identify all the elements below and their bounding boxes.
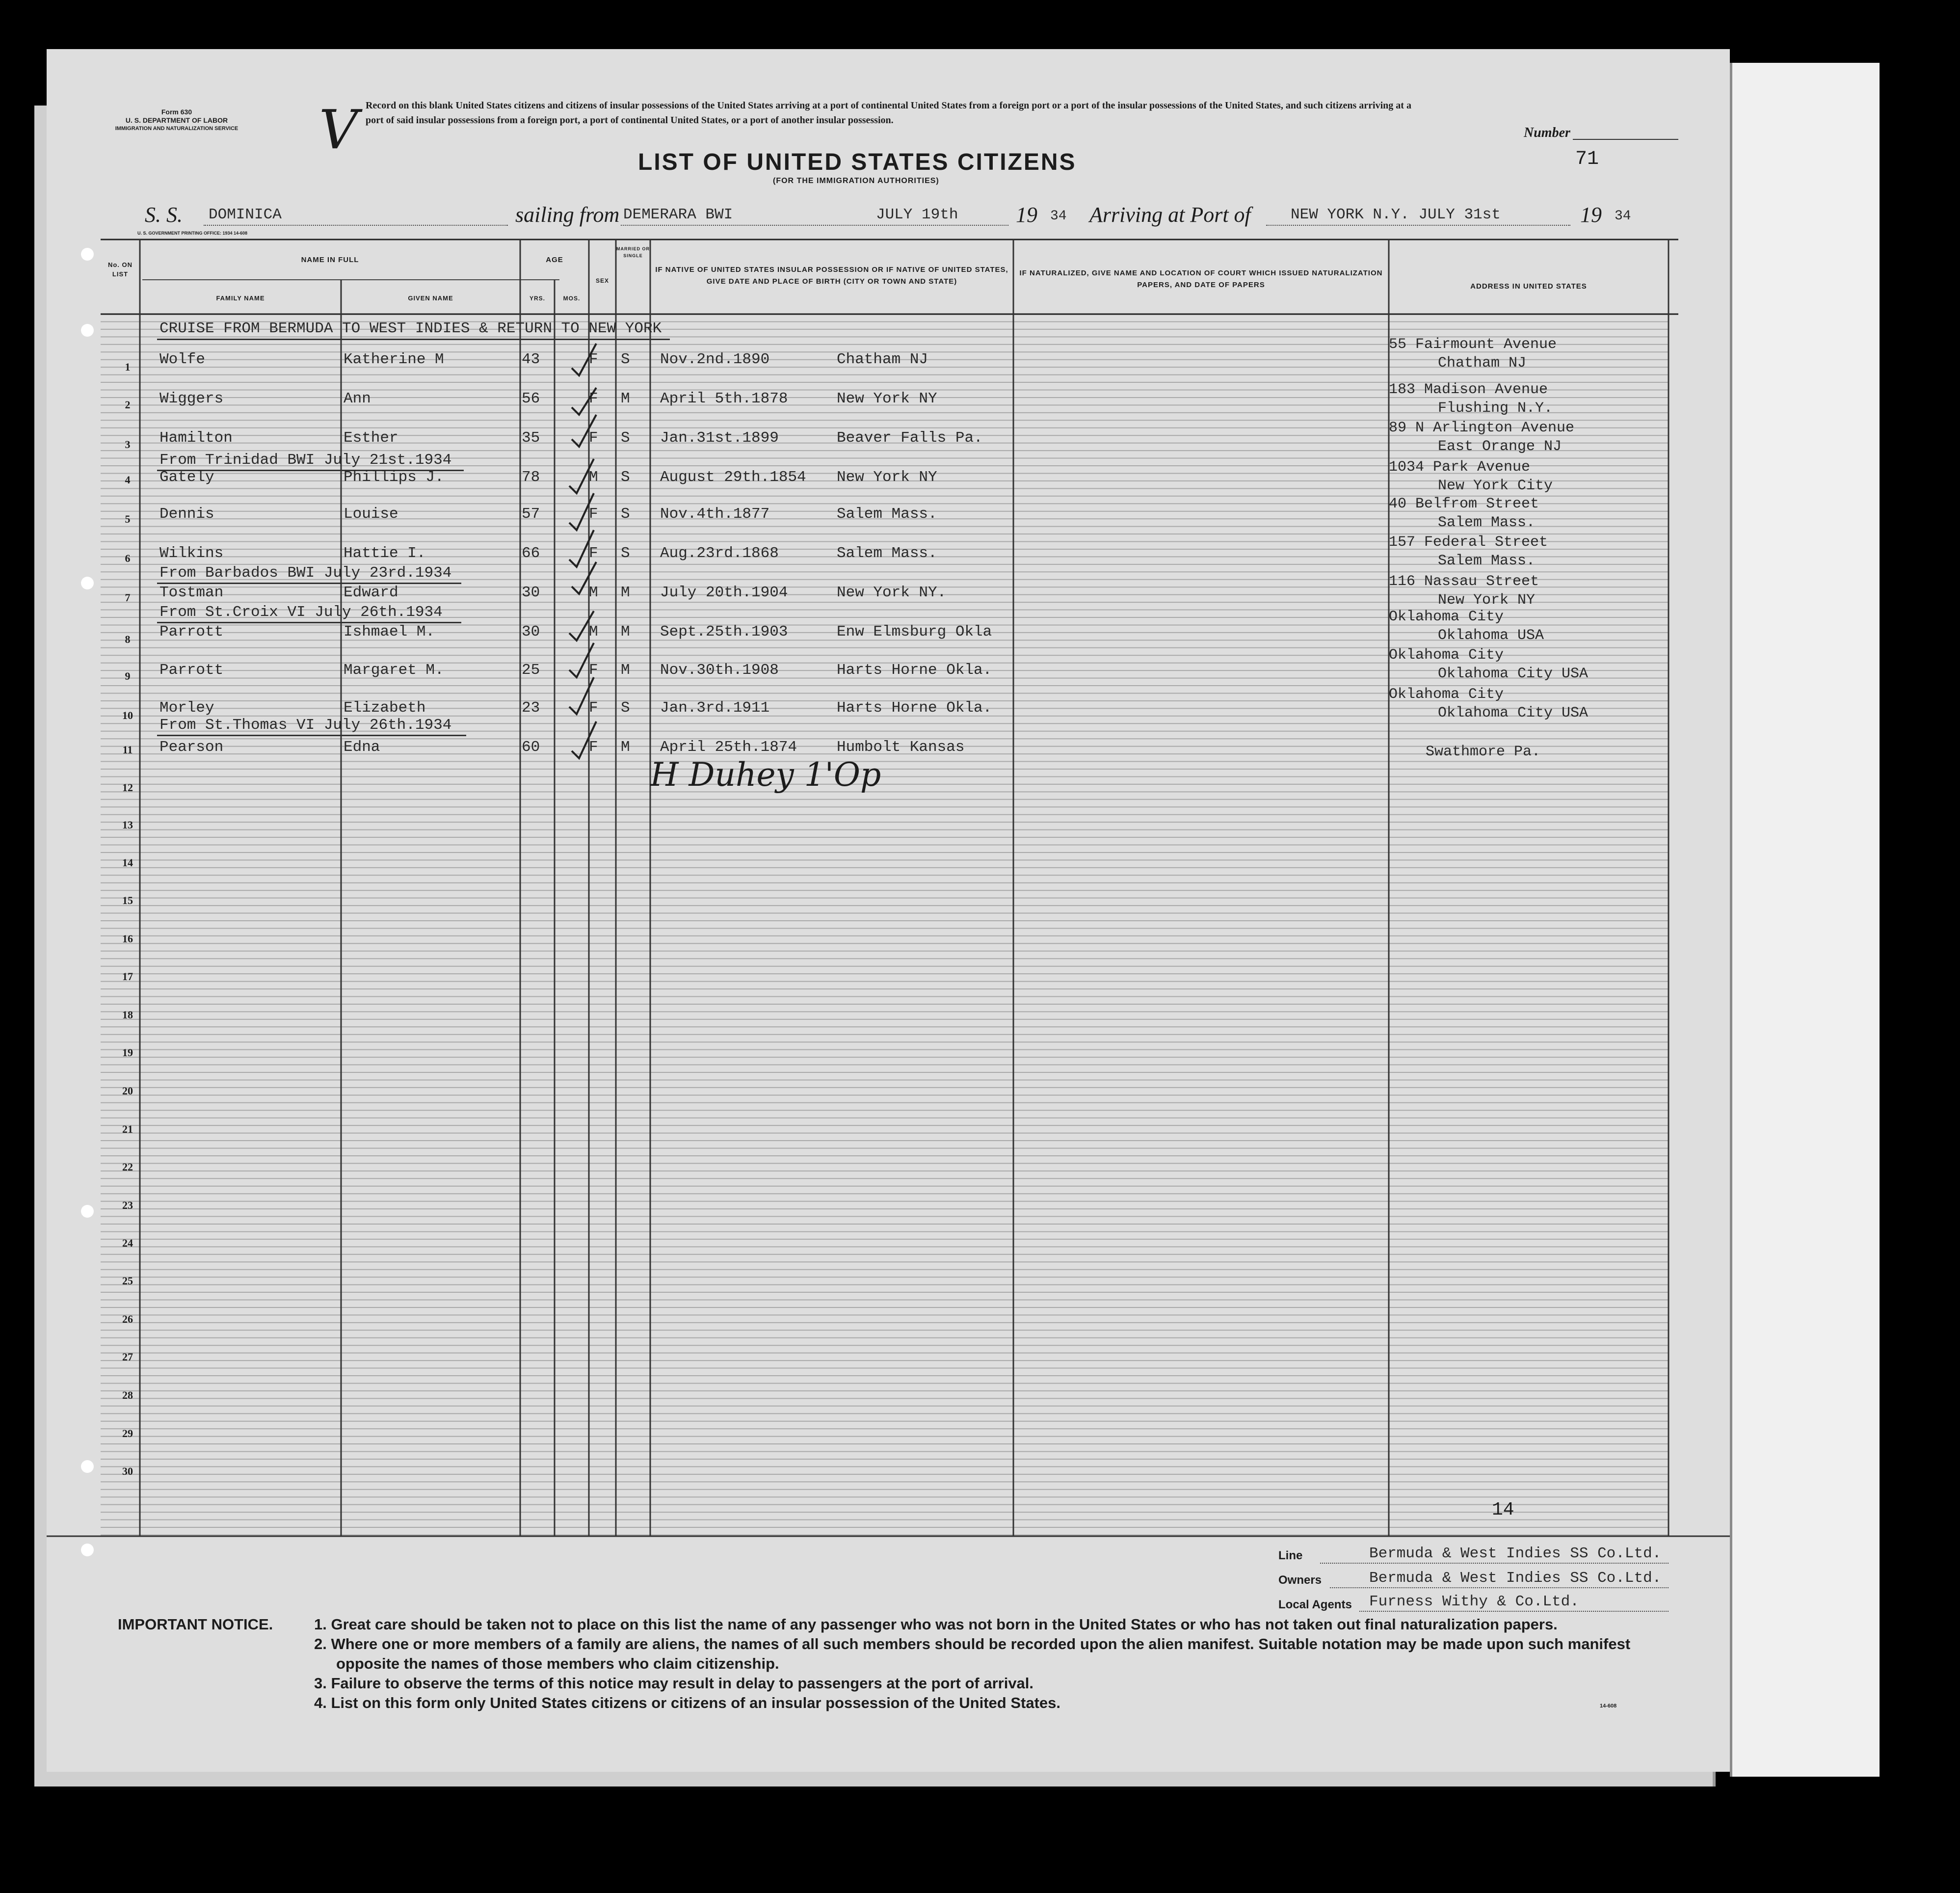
age: 43 [522, 351, 540, 368]
arrival-year: 34 [1615, 209, 1631, 224]
marital-status: M [621, 662, 630, 679]
marital-status: M [621, 584, 630, 601]
address-line: Salem Mass. [1438, 553, 1536, 569]
birth-date: Nov.4th.1877 [660, 506, 770, 523]
header-sex: SEX [595, 277, 609, 284]
row-number: 12 [122, 781, 133, 794]
family-name: Pearson [159, 739, 224, 756]
row-number: 20 [122, 1085, 133, 1097]
header-given-name: GIVEN NAME [408, 294, 453, 302]
address-line: 1034 Park Avenue [1389, 459, 1531, 476]
given-name: Hattie I. [344, 545, 426, 562]
age: 35 [522, 429, 540, 447]
header-naturalized: IF NATURALIZED, GIVE NAME AND LOCATION OF COURT WHICH ISSUED NATURALIZATION PAPERS, AND DATE OF PAPERS [1019, 269, 1383, 289]
birth-place: Beaver Falls Pa. [837, 429, 983, 447]
row-number: 23 [122, 1199, 133, 1211]
family-name: Wiggers [159, 390, 224, 407]
row-number: 8 [125, 633, 131, 645]
address-line: Oklahoma City [1389, 609, 1504, 625]
address-line: Flushing N.Y. [1438, 400, 1553, 417]
address-line: Oklahoma City USA [1438, 705, 1589, 721]
check-mark: V [319, 98, 358, 161]
row-number: 28 [122, 1389, 133, 1401]
marital-status: M [621, 739, 630, 756]
marital-status: M [621, 390, 630, 407]
service: IMMIGRATION AND NATURALIZATION SERVICE [115, 126, 238, 132]
birth-date: July 20th.1904 [660, 584, 788, 601]
form-number: Form 630 [161, 108, 192, 116]
sailing-from-label: sailing from [515, 203, 620, 227]
row-number: 19 [122, 1046, 133, 1059]
list-number: 71 [1575, 148, 1599, 170]
birth-date: August 29th.1854 [660, 469, 806, 486]
family-name: Tostman [159, 584, 224, 601]
birth-place: New York NY [837, 390, 937, 407]
sailing-year: 34 [1050, 209, 1067, 224]
header-mos: MOS. [563, 295, 581, 302]
header-birth: IF NATIVE OF UNITED STATES INSULAR POSSESSION OR IF NATIVE OF UNITED STATES, GIVE DATE AND PLACE OF BIRTH (CITY OR TOWN AND STATE) [655, 266, 1008, 286]
row-number: 10 [122, 709, 133, 721]
row-number: 9 [125, 670, 131, 682]
inspector-signature: H Duhey 1'Op [650, 756, 881, 794]
family-name: Hamilton [159, 429, 233, 447]
birth-date: Jan.3rd.1911 [660, 699, 770, 717]
address-line: 89 N Arlington Avenue [1389, 420, 1575, 436]
address-line: New York NY [1438, 592, 1536, 609]
birth-date: Nov.2nd.1890 [660, 351, 770, 368]
age: 60 [522, 739, 540, 756]
address-line: Oklahoma City USA [1438, 666, 1589, 682]
sex: M [589, 584, 598, 601]
sex: F [589, 699, 598, 717]
section-note-st-thomas: From St.Thomas VI July 26th.1934 [159, 717, 452, 734]
family-name: Wilkins [159, 545, 224, 562]
header-no-on-list: No. ON LIST [107, 261, 133, 278]
header-name-in-full: NAME IN FULL [301, 256, 359, 264]
line-value: Bermuda & West Indies SS Co.Ltd. [1369, 1545, 1662, 1562]
age: 56 [522, 390, 540, 407]
given-name: Phillips J. [344, 469, 444, 486]
age: 30 [522, 623, 540, 640]
row-number: 1 [125, 361, 131, 373]
section-note-trinidad: From Trinidad BWI July 21st.1934 [159, 452, 452, 469]
birth-place: Chatham NJ [837, 351, 928, 368]
row-number: 14 [122, 856, 133, 869]
header-family-name: FAMILY NAME [216, 294, 265, 302]
notice-heading: IMPORTANT NOTICE. [118, 1616, 273, 1633]
arrival-port: NEW YORK N.Y. JULY 31st [1291, 206, 1501, 223]
marital-status: S [621, 429, 630, 447]
birth-place: New York NY. [837, 584, 947, 601]
row-number: 27 [122, 1351, 133, 1363]
row-number: 2 [125, 399, 131, 411]
birth-place: Salem Mass. [837, 545, 937, 562]
owners-value: Bermuda & West Indies SS Co.Ltd. [1369, 1570, 1662, 1587]
page-subtitle: (FOR THE IMMIGRATION AUTHORITIES) [773, 177, 939, 185]
header-married-or-single: MARRIED OR SINGLE [616, 246, 650, 258]
section-note-st-croix: From St.Croix VI July 26th.1934 [159, 604, 443, 621]
address-line: Oklahoma USA [1438, 627, 1544, 644]
number-label: Number [1524, 125, 1570, 140]
section-note-cruise: CRUISE FROM BERMUDA TO WEST INDIES & RETURN TO NEW YORK [159, 320, 662, 337]
row-number: 29 [122, 1427, 133, 1440]
family-name: Dennis [159, 506, 214, 523]
row-number: 17 [122, 970, 133, 983]
owners-underline [1330, 1587, 1669, 1588]
marital-status: S [621, 506, 630, 523]
sex: F [589, 739, 598, 756]
sex: F [589, 506, 598, 523]
row-number: 7 [125, 591, 131, 604]
printing-office: U. S. GOVERNMENT PRINTING OFFICE: 1934 14-608 [137, 231, 248, 236]
birth-date: Nov.30th.1908 [660, 662, 779, 679]
address-line: 40 Belfrom Street [1389, 496, 1539, 512]
row-number: 30 [122, 1465, 133, 1477]
sex: M [589, 469, 598, 486]
given-name: Edna [344, 739, 380, 756]
row-number: 25 [122, 1275, 133, 1287]
birth-date: April 5th.1878 [660, 390, 788, 407]
sailing-date: JULY 19th [876, 206, 958, 223]
family-name: Parrott [159, 662, 224, 679]
age: 78 [522, 469, 540, 486]
address-line: Swathmore Pa. [1426, 744, 1541, 760]
family-name: Gately [159, 469, 214, 486]
marital-status: S [621, 545, 630, 562]
given-name: Esther [344, 429, 398, 447]
department: U. S. DEPARTMENT OF LABOR [125, 116, 228, 124]
address-line: 157 Federal Street [1389, 534, 1548, 551]
age: 57 [522, 506, 540, 523]
family-name: Parrott [159, 623, 224, 640]
row-number: 22 [122, 1161, 133, 1173]
birth-place: Harts Horne Okla. [837, 662, 992, 679]
birth-place: Salem Mass. [837, 506, 937, 523]
sex: F [589, 351, 598, 368]
page-title: LIST OF UNITED STATES CITIZENS [638, 149, 1077, 175]
sailing-from: DEMERARA BWI [623, 206, 733, 223]
address-line: Salem Mass. [1438, 514, 1536, 531]
given-name: Katherine M [344, 351, 444, 368]
family-name: Wolfe [159, 351, 206, 368]
record-instructions: Record on this blank United States citizens and citizens of insular possessions of the United States arriving at a port of continental United States from a foreign port or a port of the insular possessions of the United States, and such citizens arriving at a port of said insular possessions from a foreign port, a port of continental United States, or a port of another insular possession. [366, 100, 1411, 126]
birth-date: Jan.31st.1899 [660, 429, 779, 447]
owners-label: Owners [1278, 1573, 1322, 1587]
marital-status: S [621, 699, 630, 717]
address-line: Oklahoma City [1389, 686, 1504, 703]
agents-value: Furness Withy & Co.Ltd. [1369, 1593, 1579, 1610]
row-number: 6 [125, 552, 131, 564]
notice-item: 4. List on this form only United States citizens or citizens of an insular possession of the United States. [314, 1694, 1060, 1711]
address-line: 116 Nassau Street [1389, 573, 1539, 590]
notice-items [314, 1615, 1669, 1713]
row-number: 24 [122, 1237, 133, 1249]
header-address: ADDRESS IN UNITED STATES [1470, 282, 1587, 291]
given-name: Margaret M. [344, 662, 444, 679]
birth-date: Sept.25th.1903 [660, 623, 788, 640]
sex: F [589, 429, 598, 447]
line-label: Line [1278, 1549, 1303, 1562]
sex: F [589, 662, 598, 679]
footer-code: 14-608 [1600, 1703, 1617, 1709]
arrival-year-prefix: 19 [1580, 203, 1602, 227]
marital-status: S [621, 351, 630, 368]
ship-name: DOMINICA [209, 206, 282, 223]
given-name: Ishmael M. [344, 623, 435, 640]
address-line: Oklahoma City [1389, 647, 1504, 664]
section-note-barbados: From Barbados BWI July 23rd.1934 [159, 564, 452, 582]
birth-date: April 25th.1874 [660, 739, 797, 756]
family-name: Morley [159, 699, 214, 717]
given-name: Louise [344, 506, 398, 523]
address-line: East Orange NJ [1438, 438, 1562, 455]
age: 23 [522, 699, 540, 717]
notice-item: 2. Where one or more members of a family are aliens, the names of all such members should be recorded upon the alien manifest. Suitable notation may be made upon such manifest opposite the names of those members who claim citizenship. [314, 1635, 1631, 1672]
address-line: 55 Fairmount Avenue [1389, 336, 1557, 353]
arriving-label: Arriving at Port of [1089, 203, 1251, 227]
page-number: 14 [1492, 1499, 1514, 1520]
row-number: 3 [125, 438, 131, 451]
sex: M [589, 623, 598, 640]
age: 25 [522, 662, 540, 679]
given-name: Elizabeth [344, 699, 426, 717]
birth-place: Enw Elmsburg Okla [837, 623, 992, 640]
agents-label: Local Agents [1278, 1598, 1352, 1611]
marital-status: S [621, 469, 630, 486]
sailing-year-prefix: 19 [1016, 203, 1037, 227]
birth-place: New York NY [837, 469, 937, 486]
row-number: 15 [122, 894, 133, 907]
header-yrs: YRS. [529, 295, 545, 302]
notice-item: 1. Great care should be taken not to place on this list the name of any passenger who was not born in the United States or who has not taken out final naturalization papers. [314, 1616, 1558, 1633]
birth-place: Humbolt Kansas [837, 739, 965, 756]
address-line: Chatham NJ [1438, 355, 1527, 372]
line-underline [1320, 1563, 1669, 1564]
sex: F [589, 390, 598, 407]
given-name: Edward [344, 584, 398, 601]
row-number: 13 [122, 819, 133, 831]
given-name: Ann [344, 390, 371, 407]
marital-status: M [621, 623, 630, 640]
row-number: 16 [122, 933, 133, 945]
address-line: 183 Madison Avenue [1389, 381, 1548, 398]
sex: F [589, 545, 598, 562]
birth-place: Harts Horne Okla. [837, 699, 992, 717]
row-number: 4 [125, 474, 131, 486]
ss-label: S. S. [145, 203, 183, 227]
row-number: 5 [125, 513, 131, 525]
notice-item: 3. Failure to observe the terms of this notice may result in delay to passengers at the port of arrival. [314, 1675, 1034, 1692]
row-number: 11 [122, 744, 133, 756]
header-age: AGE [546, 256, 563, 264]
address-line: New York City [1438, 478, 1553, 494]
birth-date: Aug.23rd.1868 [660, 545, 779, 562]
row-number: 18 [122, 1009, 133, 1021]
row-number: 21 [122, 1123, 133, 1135]
row-number: 26 [122, 1313, 133, 1325]
age: 66 [522, 545, 540, 562]
agents-underline [1359, 1611, 1669, 1612]
age: 30 [522, 584, 540, 601]
